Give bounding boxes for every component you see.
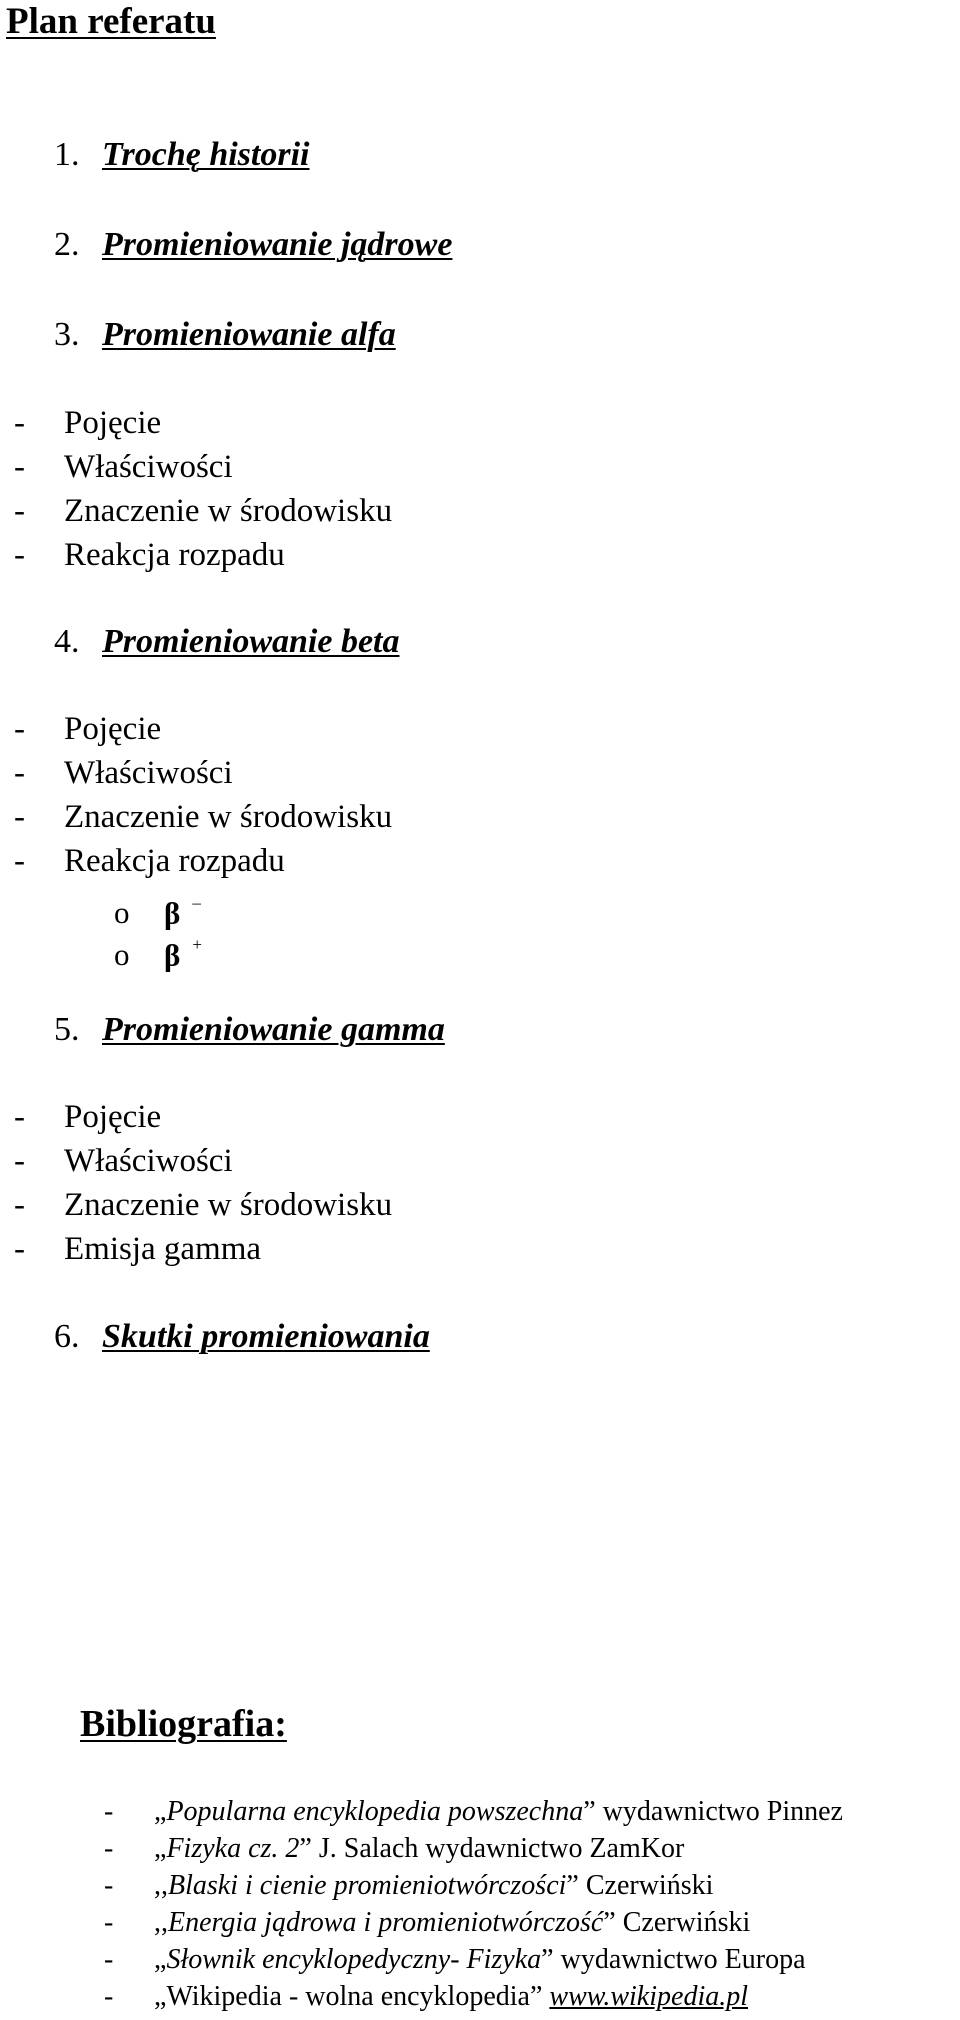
section-title: Promieniowanie gamma [102,1011,445,1048]
section-title: Trochę historii [102,136,310,173]
section-number: 4. [54,623,80,660]
bibliography-entry: - „Słownik encyklopedyczny- Fizyka” wydawnictwo Europa [104,1944,806,1975]
section-6-heading [54,1317,430,1357]
section-number: 6. [54,1318,80,1355]
list-item: - Właściwości [14,755,233,791]
list-item: - Reakcja rozpadu [14,843,285,879]
list-item: - Znaczenie w środowisku [14,493,393,529]
section-number: 2. [54,226,80,263]
bibliography-entry: - ,,Energia jądrowa i promieniotwórczość” Czerwiński [104,1907,751,1938]
list-item: - Pojęcie [14,405,162,441]
section-title: Promieniowanie beta [102,623,400,660]
bibliography-entry: - „Fizyka cz. 2” J. Salach wydawnictwo ZamKor [104,1833,685,1864]
bibliography-entry: - „Wikipedia - wolna encyklopedia” www.wikipedia.pl [104,1981,749,2012]
bibliography-entry: - ,,Blaski i cienie promieniotwórczości” Czerwiński [104,1870,714,1901]
section-title: Promieniowanie alfa [102,316,396,353]
list-item: - Emisja gamma [14,1231,262,1267]
list-item: - Reakcja rozpadu [14,537,285,573]
section-1-heading [54,135,310,175]
page-title: Plan referatu [6,1,216,42]
sub-list-item-beta-plus: o β + [114,929,202,975]
bibliography-entry: - „Popularna encyklopedia powszechna” wydawnictwo Pinnez [104,1796,843,1827]
section-2-heading [54,225,452,265]
list-item: - Znaczenie w środowisku [14,799,393,835]
section-number: 3. [54,316,80,353]
bibliography-title: Bibliografia: [80,1703,287,1745]
list-item: - Pojęcie [14,711,162,747]
list-item: - Właściwości [14,1143,233,1179]
list-item: - Znaczenie w środowisku [14,1187,393,1223]
sub-list-item-beta-minus: o β – [114,887,201,933]
section-5-heading [54,1010,445,1050]
section-number: 5. [54,1011,80,1048]
section-title: Promieniowanie jądrowe [102,226,453,263]
section-title: Skutki promieniowania [102,1318,430,1355]
circle-bullet-icon: o [114,895,130,931]
wikipedia-link[interactable]: www.wikipedia.pl [549,1981,749,2012]
circle-bullet-icon: o [114,937,130,973]
list-item: - Właściwości [14,449,233,485]
section-4-heading [54,622,400,662]
section-3-heading [54,315,396,355]
section-number: 1. [54,136,80,173]
list-item: - Pojęcie [14,1099,162,1135]
